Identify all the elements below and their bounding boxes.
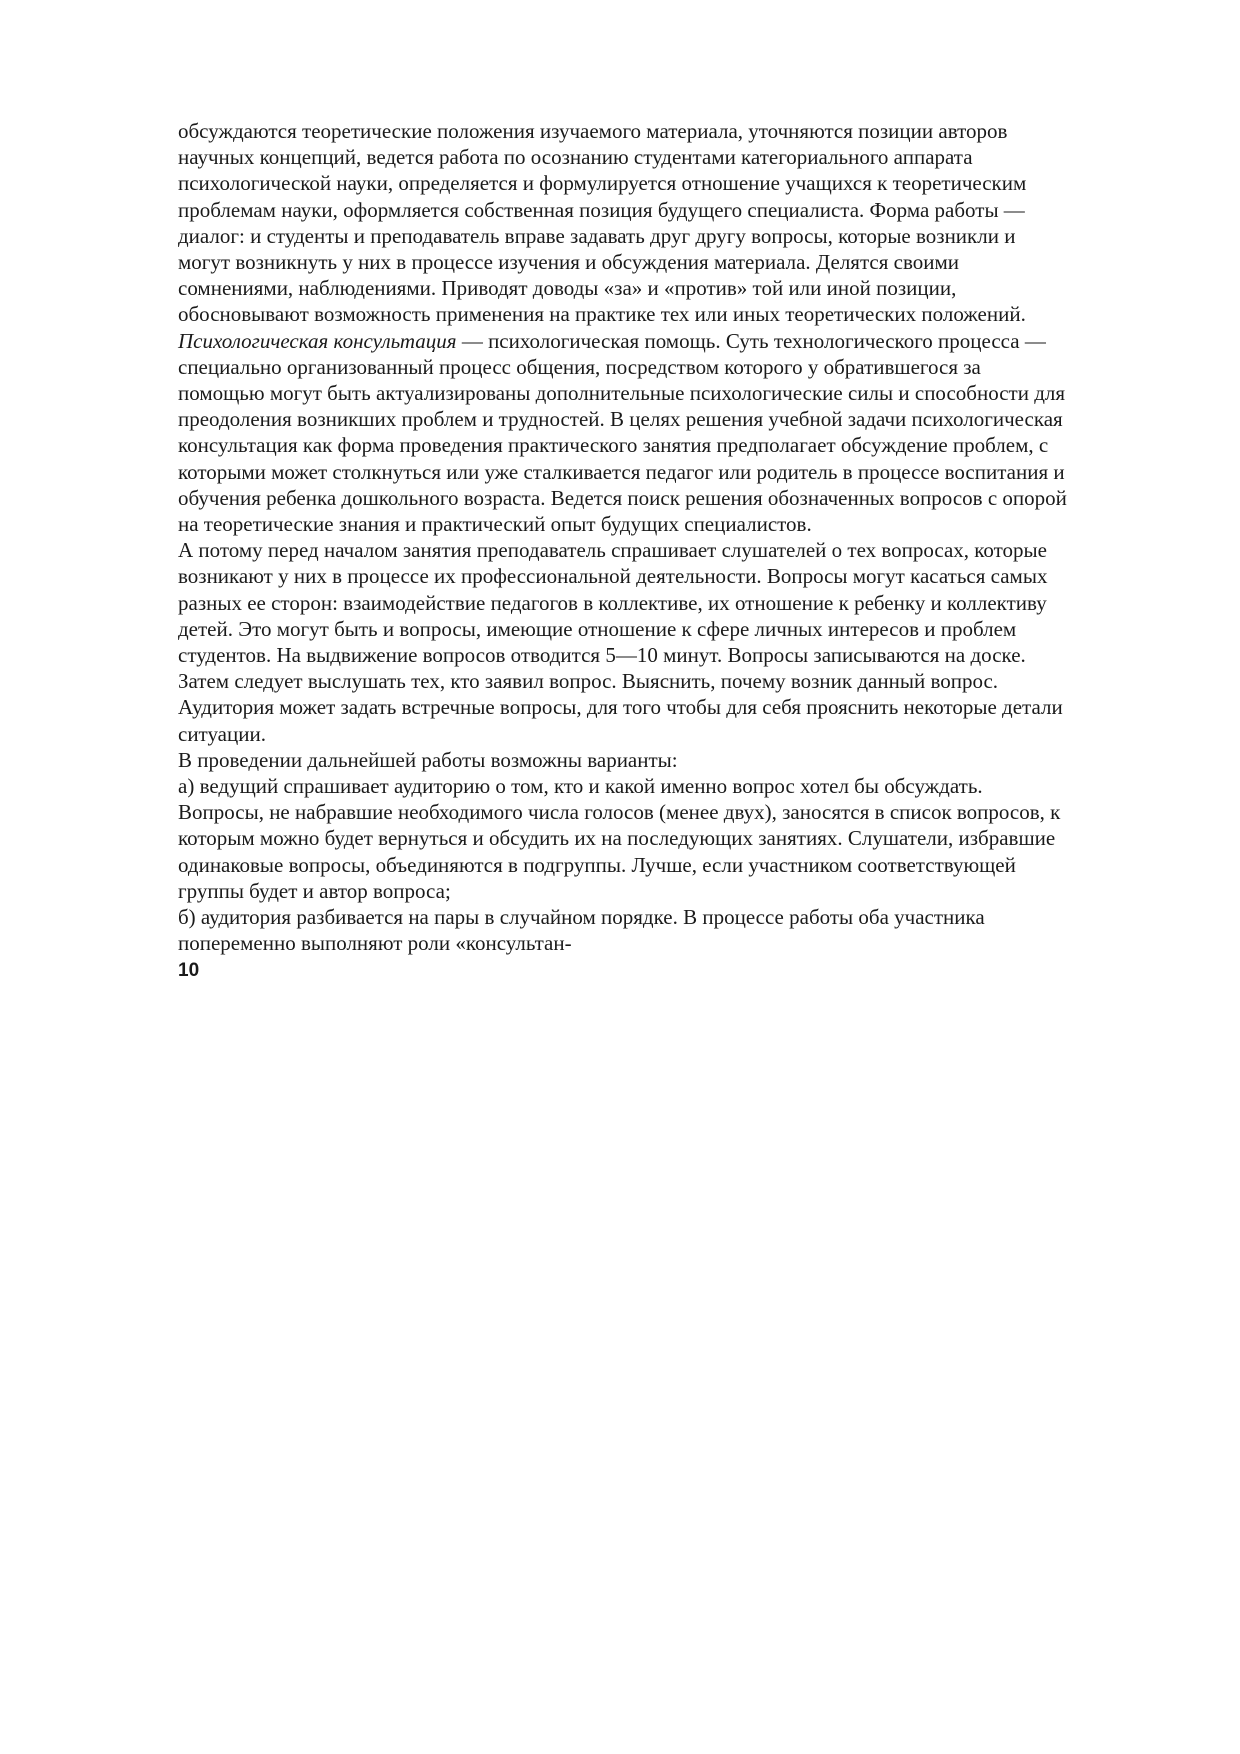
consultation-definition-line bbox=[178, 328, 1168, 354]
text-line: Вопросы, не набравшие необходимого числа голосов (менее двух), заносятся в список вопросов, к bbox=[178, 800, 1061, 825]
text-line: на теоретические знания и практический опыт будущих специалистов. bbox=[178, 512, 812, 537]
text-line: диалог: и студенты и преподаватель вправе задавать друг другу вопросы, которые возникли и bbox=[178, 223, 1016, 248]
text-line: А потому перед началом занятия преподаватель спрашивает слушателей о тех вопросах, которые bbox=[178, 538, 1047, 563]
consultation-term: Психологическая консультация bbox=[178, 328, 457, 353]
text-line: ситуации. bbox=[178, 721, 266, 746]
text-line: которыми может столкнуться или уже сталкивается педагог или родитель в процессе воспитания и bbox=[178, 459, 1065, 484]
text-line: обосновывают возможность применения на практике тех или иных теоретических положений. bbox=[178, 302, 1026, 327]
text-line: одинаковые вопросы, объединяются в подгруппы. Лучше, если участником соответствующей bbox=[178, 852, 1016, 877]
text-line: б) аудитория разбивается на пары в случайном порядке. В процессе работы оба участника bbox=[178, 905, 985, 930]
text-line: разных ее сторон: взаимодействие педагогов в коллективе, их отношение к ребенку и коллективу bbox=[178, 590, 1047, 615]
text-line: детей. Это могут быть и вопросы, имеющие отношение к сфере личных интересов и проблем bbox=[178, 616, 1017, 641]
text-line: могут возникнуть у них в процессе изучения и обсуждения материала. Делятся своими bbox=[178, 250, 959, 275]
text-line: обучения ребенка дошкольного возраста. Ведется поиск решения обозначенных вопросов с опорой bbox=[178, 485, 1067, 510]
text-line: которым можно будет вернуться и обсудить их на последующих занятиях. Слушатели, избравшие bbox=[178, 826, 1056, 851]
text-line: студентов. На выдвижение вопросов отводится 5—10 минут. Вопросы записываются на доске. bbox=[178, 643, 1026, 668]
text-line: помощью могут быть актуализированы дополнительные психологические силы и способности для bbox=[178, 381, 1066, 406]
text-line: В проведении дальнейшей работы возможны варианты: bbox=[178, 747, 678, 772]
text-line: Аудитория может задать встречные вопросы, для того чтобы для себя прояснить некоторые детали bbox=[178, 695, 1063, 720]
text-line: консультация как форма проведения практического занятия предполагает обсуждение проблем, с bbox=[178, 433, 1049, 458]
page-number: 10 bbox=[178, 960, 200, 981]
text-line: попеременно выполняют роли «консультан- bbox=[178, 931, 572, 956]
text-line: научных концепций, ведется работа по осознанию студентами категориального аппарата bbox=[178, 145, 973, 170]
text-line: Затем следует выслушать тех, кто заявил вопрос. Выяснить, почему возник данный вопрос. bbox=[178, 669, 999, 694]
text-line: психологической науки, определяется и формулируется отношение учащихся к теоретическим bbox=[178, 171, 1027, 196]
text-line: проблемам науки, оформляется собственная позиция будущего специалиста. Форма работы — bbox=[178, 197, 1025, 222]
text-line: возникают у них в процессе их профессиональной деятельности. Вопросы могут касаться самых bbox=[178, 564, 1048, 589]
consultation-definition: — психологическая помощь. Суть технологического процесса — bbox=[456, 328, 1046, 353]
text-line: сомнениями, наблюдениями. Приводят доводы «за» и «против» той или иной позиции, bbox=[178, 276, 957, 301]
text-line: а) ведущий спрашивает аудиторию о том, кто и какой именно вопрос хотел бы обсуждать. bbox=[178, 774, 983, 799]
text-line: преодоления возникших проблем и трудностей. В целях решения учебной задачи психологическая bbox=[178, 407, 1063, 432]
text-line: группы будет и автор вопроса; bbox=[178, 878, 451, 903]
text-line: обсуждаются теоретические положения изучаемого материала, уточняются позиции авторов bbox=[178, 119, 1008, 143]
body-text bbox=[178, 118, 1168, 957]
text-line: специально организованный процесс общения, посредством которого у обратившегося за bbox=[178, 354, 981, 379]
